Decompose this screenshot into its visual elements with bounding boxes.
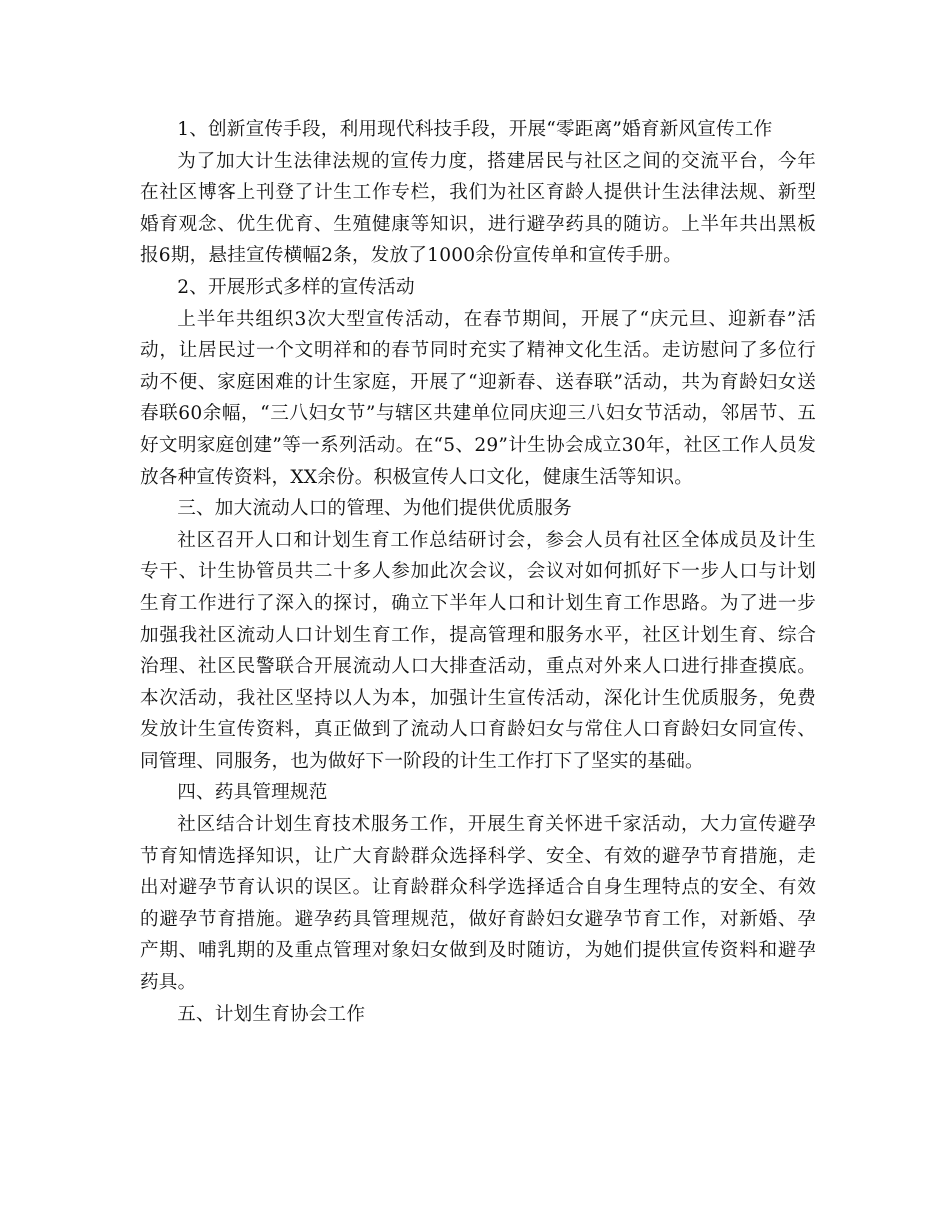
document-body	[140, 114, 816, 1030]
section-heading-floating-population: 三、加大流动人口的管理、为他们提供优质服务	[177, 498, 572, 520]
section-heading-innovate-publicity: 1、创新宣传手段，利用现代科技手段，开展“零距离”婚育新风宣传工作	[177, 119, 773, 140]
section-heading-publicity-activities: 2、开展形式多样的宣传活动	[177, 276, 415, 298]
section-heading-family-planning-association: 五、计划生育协会工作	[177, 1003, 366, 1025]
paragraph-publicity-activities: 上半年共组织3次大型宣传活动，在春节期间，开展了“庆元旦、迎新春”活动，让居民过一个文明祥和的春节同时充实了精神文化生活。走访慰问了多位行动不便、家庭困难的计生家庭，开展了“迎新春、送春联”活动，共为育龄妇女送春联60余幅，“三八妇女节”与辖区共建单位同庆迎三八妇女节活动，邻居节、五好文明家庭创建”等一系列活动。在“5、29”计生协会成立30年，社区工作人员发放各种宣传资料，XX余份。积极宣传人口文化，健康生活等知识。	[140, 308, 816, 488]
paragraph-contraceptive-management: 社区结合计划生育技术服务工作，开展生育关怀进千家活动，大力宣传避孕节育知情选择知识，让广大育龄群众选择科学、安全、有效的避孕节育措施，走出对避孕节育认识的误区。让育龄群众科学选择适合自身生理特点的安全、有效的避孕节育措施。避孕药具管理规范，做好育龄妇女避孕节育工作，对新婚、孕产期、哺乳期的及重点管理对象妇女做到及时随访，为她们提供宣传资料和避孕药具。	[140, 814, 816, 994]
paragraph-law-publicity: 为了加大计生法律法规的宣传力度，搭建居民与社区之间的交流平台，今年在社区博客上刊登了计生工作专栏，我们为社区育龄人提供计生法律法规、新型婚育观念、优生优育、生殖健康等知识，进行避孕药具的随访。上半年共出黑板报6期，悬挂宣传横幅2条，发放了1000余份宣传单和宣传手册。	[140, 150, 816, 267]
section-heading-contraceptive-management: 四、药具管理规范	[177, 782, 328, 804]
paragraph-floating-population: 社区召开人口和计划生育工作总结研讨会，参会人员有社区全体成员及计生专干、计生协管员共二十多人参加此次会议，会议对如何抓好下一步人口与计划生育工作进行了深入的探讨，确立下半年人口和计划生育工作思路。为了进一步加强我社区流动人口计划生育工作，提高管理和服务水平，社区计划生育、综合治理、社区民警联合开展流动人口大排查活动，重点对外来人口进行排查摸底。本次活动，我社区坚持以人为本，加强计生宣传活动，深化计生优质服务，免费发放计生宣传资料，真正做到了流动人口育龄妇女与常住人口育龄妇女同宣传、同管理、同服务，也为做好下一阶段的计生工作打下了坚实的基础。	[140, 529, 816, 772]
